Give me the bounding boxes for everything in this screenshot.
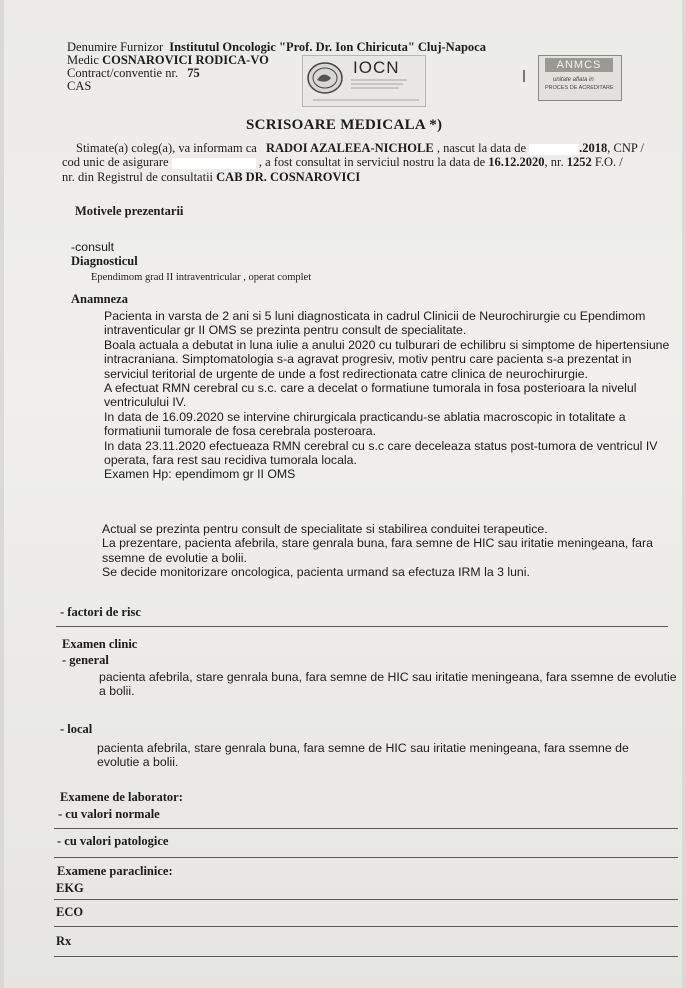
divider-line [54,857,678,858]
diagnostic-label: Diagnosticul [71,254,138,268]
divider-mark [523,70,525,82]
page-title: SCRISOARE MEDICALA *) [246,117,443,133]
general-line: a bolii. [99,684,135,699]
patient-name: RADOI AZALEEA-NICHOLE [265,141,434,155]
document-page [4,0,682,988]
cas-label: CAS [67,79,92,93]
divider-line [56,626,668,627]
intro-line-3 [62,170,360,184]
anamneza-line: formatiunii tumorale de fosa cerebrala posteroara. [104,424,377,439]
consult-number: 1252 [566,155,592,169]
anamneza-line: Pacienta in varsta de 2 ani si 5 luni diagnosticata in cadrul Clinicii de Neurochirurgie cu Ependimom [104,309,646,323]
intro-line-2 [62,155,623,169]
ekg-label: EKG [56,881,84,895]
motive-label: Motivele prezentarii [75,204,184,218]
intro-text: cod unic de asigurare [62,155,169,169]
local-line: evolutie a bolii. [97,755,179,770]
registry-value: CAB DR. COSNAROVICI [216,170,361,184]
anamneza-line: A efectuat RMN cerebral cu s.c. care a decelat o formatiune tumorala in fosa posterioara la nivelul [104,381,637,396]
actual-line: La prezentare, pacienta afebrila, stare genrala buna, fara semne de HIC sau iritatie meningeana, fara [102,536,653,551]
laborator-label: Examene de laborator: [60,790,183,804]
diagnostic-value: Ependimom grad II intraventricular , operat complet [91,272,312,283]
furnizor-value: Institutul Oncologic "Prof. Dr. Ion Chiricuta" Cluj-Napoca [169,40,486,54]
factori-risc-label: - factori de risc [60,605,141,619]
iocn-logo-text: IOCN [353,58,400,77]
divider-line [54,828,678,829]
actual-text [102,522,653,580]
divider-line [54,926,678,927]
intro-line-1 [76,141,644,155]
contract-label: Contract/conventie nr. [67,66,179,80]
valori-normale-label: - cu valori normale [58,807,160,821]
furnizor-line [67,40,486,54]
anmcs-sub1: unitate aflata in [553,77,594,83]
medic-value: COSNAROVICI RODICA-VO [102,53,269,67]
local-line: pacienta afebrila, stare genrala buna, fara semne de HIC sau iritatie meningeana, fara ssemne de [97,741,629,755]
examen-clinic-label: Examen clinic [62,637,138,651]
actual-line: ssemne de evolutie a bolii. [102,550,247,565]
intro-text: nr. din Registrul de consultatii [62,170,214,184]
intro-text: , CNP / [607,141,644,155]
valori-patologice-label: - cu valori patologice [57,834,169,848]
medic-label: Medic [67,53,99,67]
anamneza-label: Anamneza [71,292,128,306]
anamneza-line: In data de 16.09.2020 se intervine chirurgicala practicandu-se ablatia macroscopic in totalitate a [104,409,626,424]
consult-date: 16.12.2020 [488,155,545,169]
redacted-cnp [172,158,256,169]
intro-text: , nascut la data de [436,141,527,155]
paraclinice-label: Examene paraclinice: [57,864,173,878]
intro-text: Stimate(a) coleg(a), va informam ca [76,141,257,155]
divider-line [54,899,678,900]
contract-value: 75 [187,66,200,80]
anmcs-logo-text: ANMCS [545,58,613,72]
anamneza-line: Boala actuala a debutat in luna iulie a anului 2020 cu tulburari de echilibru si simptome de hipertensiune [104,337,670,352]
anamneza-line: intraventicular gr II OMS se prezinta pentru consult de specialitate. [104,323,467,338]
general-text [99,670,677,699]
anamneza-line: serviciul teritorial de urgente de unde a fost redirectionata catre clinica de neurochirurgie. [104,366,588,381]
local-label: - local [60,722,93,736]
anmcs-logo [538,55,622,101]
general-line: pacienta afebrila, stare genrala buna, fara semne de HIC sau iritatie meningeana, fara ssemne de evolutie [99,670,677,684]
redacted-birthdate [529,144,579,155]
divider-line [54,956,678,957]
actual-line: Actual se prezinta pentru consult de specialitate si stabilirea conduitei terapeutice. [102,522,548,536]
anamneza-line: operata, fara rest sau recidiva tumorala locala. [104,453,357,468]
intro-text: , nr. [544,155,564,169]
medic-line [67,53,269,67]
anamneza-line: In data 23.11.2020 efectueaza RMN cerebral cu s.c care deceleaza status post-tumora de ventricul IV [104,438,658,453]
anmcs-sub2: PROCES DE ACREDITARE [545,85,614,91]
motive-value: -consult [71,240,115,254]
eco-label: ECO [56,905,84,919]
general-label: - general [62,653,109,667]
anamneza-line: ventriculului IV. [104,395,187,410]
rx-label: Rx [56,934,72,948]
iocn-logo [302,55,426,107]
furnizor-label: Denumire Furnizor [67,40,164,54]
anamneza-text [104,309,669,482]
intro-text: , a fost consultat in serviciul nostru la data de [258,155,486,169]
actual-line: Se decide monitorizare oncologica, pacienta urmand sa efectuza IRM la 3 luni. [102,565,530,580]
intro-text: F.O. / [594,155,623,169]
local-text [97,741,629,770]
birth-year: .2018 [579,141,608,155]
contract-line [67,66,200,80]
anamneza-line: intracraniana. Simptomatologia s-a agravat progresiv, motiv pentru care pacienta s-a prezentat in [104,352,632,367]
anamneza-line: Examen Hp: ependimom gr II OMS [104,467,296,482]
